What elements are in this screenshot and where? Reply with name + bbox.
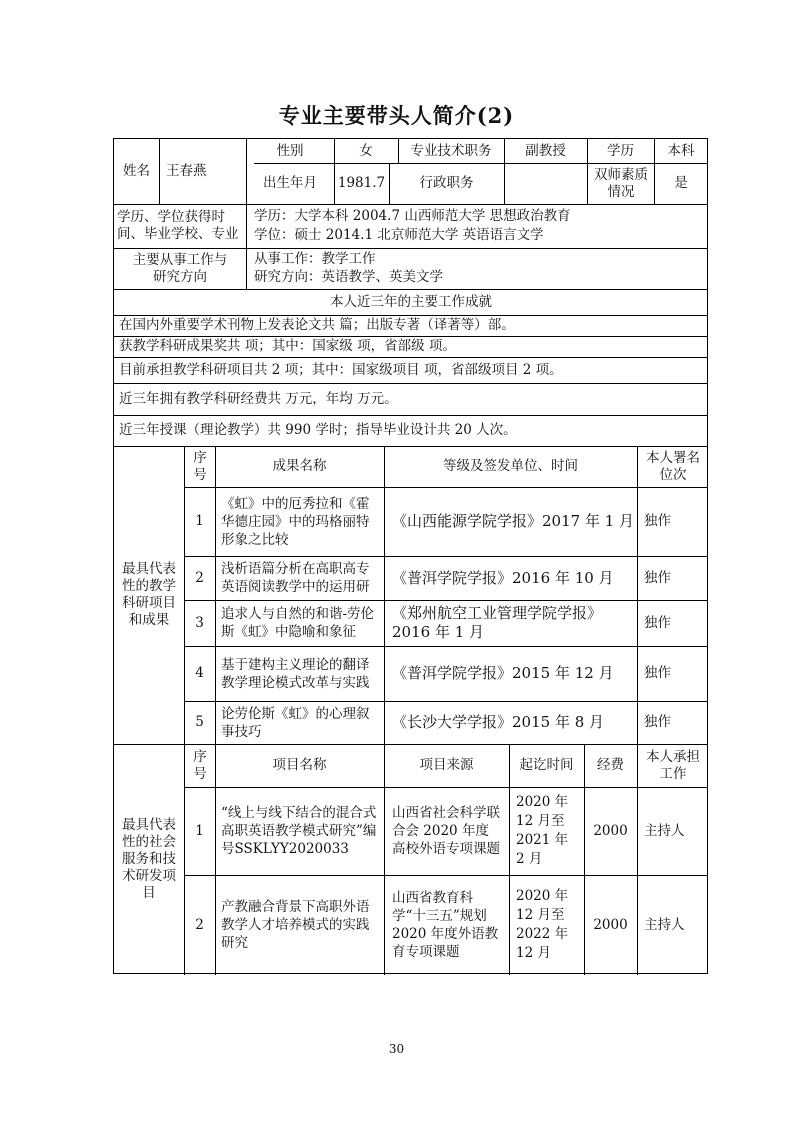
degree-line-1: 学历：大学本科 2004.7 山西师范大学 思想政治教育 — [254, 208, 571, 224]
outcome-row-1-issuer: 《山西能源学院学报》2017 年 1 月 — [392, 512, 635, 530]
table-rule — [246, 204, 247, 289]
name-label: 姓名 — [123, 163, 150, 179]
outcome-row-5-issuer: 《长沙大学学报》2015 年 8 月 — [392, 713, 605, 731]
dual-label: 双师素质情况 — [594, 166, 648, 200]
service-row-1-role: 主持人 — [644, 822, 685, 839]
research-label: 主要从事工作与研究方向 — [132, 251, 228, 285]
name-value: 王春燕 — [166, 163, 207, 179]
services-header-source: 项目来源 — [419, 757, 474, 773]
outcome-row-1-role: 独作 — [644, 513, 671, 529]
services-header-name: 项目名称 — [272, 757, 327, 773]
service-row-1-no: 1 — [195, 822, 204, 839]
papers-line: 在国内外重要学术刊物上发表论文共 篇；出版专著（译著等）部。 — [119, 317, 515, 333]
teaching-line: 近三年授课（理论教学）共 990 学时；指导毕业设计共 20 人次。 — [119, 422, 517, 438]
projects-line: 目前承担教学科研项目共 2 项；其中：国家级项目 项，省部级项目 2 项。 — [119, 361, 563, 378]
outcome-row-5-no: 5 — [195, 714, 204, 730]
service-row-1-source: 山西省社会科学联合会 2020 年度高校外语专项课题 — [392, 805, 500, 857]
outcomes-header-name: 成果名称 — [272, 458, 327, 474]
service-row-1-funding: 2000 — [593, 822, 628, 839]
services-header-period: 起讫时间 — [519, 757, 574, 773]
outcome-row-5-role: 独作 — [644, 714, 671, 730]
outcomes-section-label: 最具代表性的教学科研项目和成果 — [122, 561, 176, 628]
degree-line-2: 学位：硕士 2014.1 北京师范大学 英语语言文学 — [254, 227, 544, 243]
research-line-1: 从事工作：教学工作 — [254, 251, 376, 267]
outcome-row-4-issuer: 《普洱学院学报》2015 年 12 月 — [392, 664, 614, 682]
outcomes-header-no: 序号 — [193, 449, 207, 483]
funding-line: 近三年拥有教学科研经费共 万元，年均 万元。 — [119, 390, 398, 407]
services-header-role: 本人承担工作 — [646, 748, 700, 782]
page-number: 30 — [388, 1042, 405, 1056]
table-rule — [215, 446, 216, 975]
outcome-row-4-no: 4 — [195, 665, 204, 681]
dual-value: 是 — [674, 175, 688, 191]
service-row-2-funding: 2000 — [593, 916, 628, 933]
service-row-2-role: 主持人 — [644, 916, 685, 933]
table-rule — [637, 446, 638, 744]
services-section-label: 最具代表性的社会服务和技术研发项目 — [122, 817, 176, 901]
outcome-row-3-name: 追求人与自然的和谐-劳伦斯《虹》中隐喻和象征 — [221, 606, 375, 640]
page-title: 专业主要带头人简介(2) — [278, 103, 515, 128]
title-value: 副教授 — [525, 142, 566, 159]
service-row-1-period: 2020 年 12 月至 2021 年 2 月 — [516, 794, 569, 867]
table-rule — [384, 446, 385, 744]
outcome-row-5-name: 论劳伦斯《虹》的心理叙事技巧 — [221, 705, 370, 740]
birth-label: 出生年月 — [263, 175, 317, 191]
outcome-row-2-name: 浅析语篇分析在高职高专英语阅读教学中的运用研 — [221, 561, 370, 595]
outcome-row-2-issuer: 《普洱学院学报》2016 年 10 月 — [392, 568, 614, 587]
education-label: 学历 — [607, 142, 634, 159]
gender-value: 女 — [359, 142, 373, 159]
service-row-2-period: 2020 年 12 月至 2022 年 12 月 — [516, 888, 569, 961]
outcome-row-4-role: 独作 — [644, 665, 671, 681]
outcome-row-3-role: 独作 — [644, 614, 671, 631]
services-header-funding: 经费 — [597, 757, 624, 773]
outcome-row-1-no: 1 — [195, 513, 204, 529]
outcome-row-2-role: 独作 — [644, 569, 671, 586]
outcome-row-3-issuer: 《郑州航空工业管理学院学报》2016 年 1 月 — [392, 604, 603, 641]
awards-line: 获教学科研成果奖共 项；其中：国家级 项，省部级 项。 — [119, 338, 456, 354]
title-label: 专业技术职务 — [410, 142, 492, 159]
service-row-2-name: 产教融合背景下高职外语教学人才培养模式的实践研究 — [221, 899, 370, 951]
table-rule — [637, 744, 638, 975]
birth-value: 1981.7 — [337, 175, 386, 191]
service-row-2-source: 山西省教育科学“十三五”规划2020 年度外语教育专项课题 — [392, 890, 499, 960]
service-row-1-name: “线上与线下结合的混合式高职英语教学模式研究”编号SSKLYY2020033 — [221, 805, 377, 857]
outcome-row-2-no: 2 — [195, 569, 204, 586]
research-line-2: 研究方向：英语教学、英美文学 — [254, 269, 443, 285]
outcome-row-1-name: 《虹》中的厄秀拉和《霍华德庄园》中的玛格丽特形象之比较 — [221, 495, 370, 548]
education-value: 本科 — [667, 142, 695, 159]
admin-label: 行政职务 — [419, 175, 474, 191]
outcome-row-3-no: 3 — [195, 614, 204, 631]
table-rule — [159, 139, 160, 204]
services-header-no: 序号 — [193, 748, 207, 782]
gender-label: 性别 — [276, 142, 304, 159]
service-row-2-no: 2 — [195, 916, 204, 933]
admin-value — [504, 163, 587, 204]
outcome-row-4-name: 基于建构主义理论的翻译教学理论模式改革与实践 — [221, 656, 370, 691]
profile-table — [113, 138, 708, 974]
outcomes-header-issuer: 等级及签发单位、时间 — [443, 458, 578, 474]
degree-label: 学历、学位获得时间、毕业学校、专业 — [117, 209, 239, 242]
outcomes-header-role: 本人署名位次 — [646, 449, 700, 483]
achievements-header: 本人近三年的主要工作成就 — [330, 293, 492, 310]
